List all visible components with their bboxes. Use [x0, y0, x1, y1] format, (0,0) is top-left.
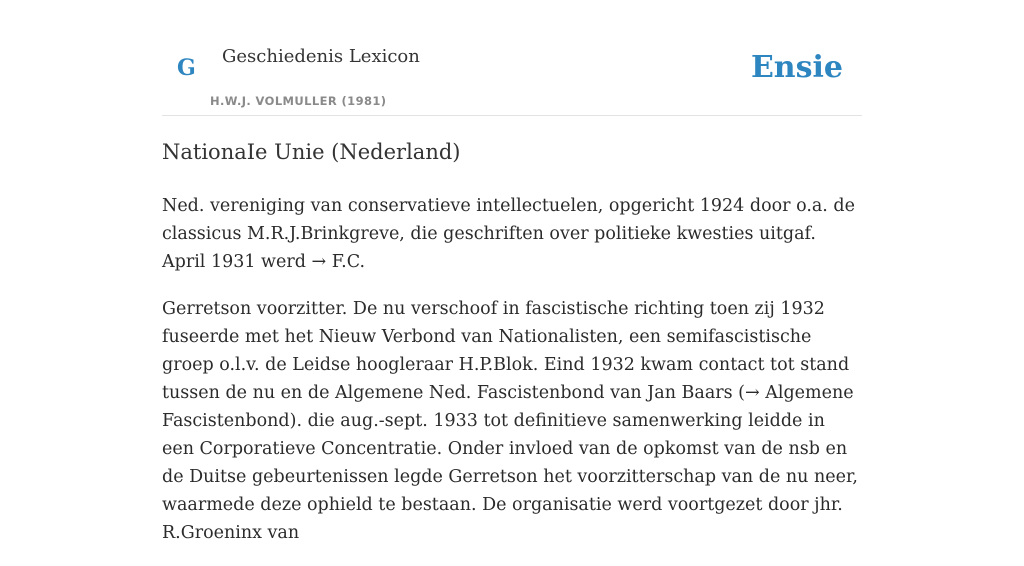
ensie-logo-link[interactable]: Ensie	[750, 50, 843, 85]
entry-paragraph-1: Ned. vereniging van conservatieve intellectuelen, opgericht 1924 door o.a. de classicus M.R.J.Brinkgreve, die geschriften over politieke kwesties uitgaf. April 1931 werd → F.C.	[162, 196, 855, 272]
entry-body	[162, 192, 862, 566]
book-logo[interactable]: G	[177, 55, 196, 81]
book-author: H.W.J. VOLMULLER (1981)	[210, 94, 387, 108]
entry-title: NationaIe Unie (Nederland)	[162, 140, 461, 164]
entry-card	[162, 0, 862, 543]
page-header	[162, 0, 862, 116]
entry-paragraph-2: Gerretson voorzitter. De nu verschoof in fascistische richting toen zij 1932 fuseerde met het Nieuw Verbond van Nationalisten, een semifascistische groep o.l.v. de Leidse hoogleraar H.P.Blok. Eind 1932 kwam contact tot stand tussen de nu en de Algemene Ned. Fascistenbond van Jan Baars (→ Algemene Fascistenbond). die aug.-sept. 1933 tot definitieve samenwerking leidde in een Corporatieve Concentratie. Onder invloed van de opkomst van de nsb en de Duitse gebeurtenissen legde Gerretson het voorzitterschap van de nu neer, waarmede deze ophield te bestaan. De organisatie werd voortgezet door jhr. R.Groeninx van	[162, 299, 858, 543]
book-title-link[interactable]: Geschiedenis Lexicon	[222, 46, 420, 67]
